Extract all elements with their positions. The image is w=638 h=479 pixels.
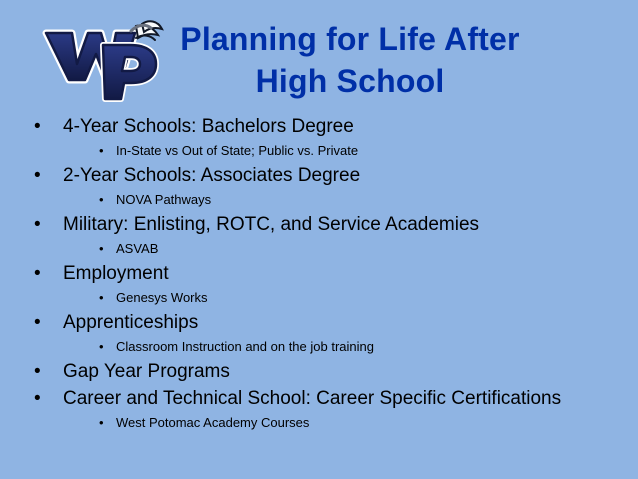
bullet-item-employment: • Employment [34, 260, 624, 287]
subbullet-west-potomac-academy: • West Potomac Academy Courses [99, 412, 624, 434]
title-line-2: High School [255, 63, 445, 99]
bullet-item-career-technical-school: • Career and Technical School: Career Specific Certifications [34, 385, 624, 412]
title-line-1: Planning for Life After [180, 21, 520, 57]
bullet-item-military: • Military: Enlisting, ROTC, and Service Academies [34, 211, 624, 238]
bullet-item-apprenticeships: • Apprenticeships [34, 309, 624, 336]
bullet-list [34, 113, 624, 434]
bullet-item-2-year-schools: • 2-Year Schools: Associates Degree [34, 162, 624, 189]
subbullet-in-state-private: • In-State vs Out of State; Public vs. Private [99, 140, 624, 162]
bullet-item-4-year-schools: • 4-Year Schools: Bachelors Degree [34, 113, 624, 140]
wp-logo [38, 16, 166, 108]
bullet-item-gap-year-programs: • Gap Year Programs [34, 358, 624, 385]
subbullet-nova-pathways: • NOVA Pathways [99, 189, 624, 211]
subbullet-asvab: • ASVAB [99, 238, 624, 260]
slide-title [160, 18, 540, 102]
subbullet-classroom-training: • Classroom Instruction and on the job training [99, 336, 624, 358]
subbullet-genesys-works: • Genesys Works [99, 287, 624, 309]
